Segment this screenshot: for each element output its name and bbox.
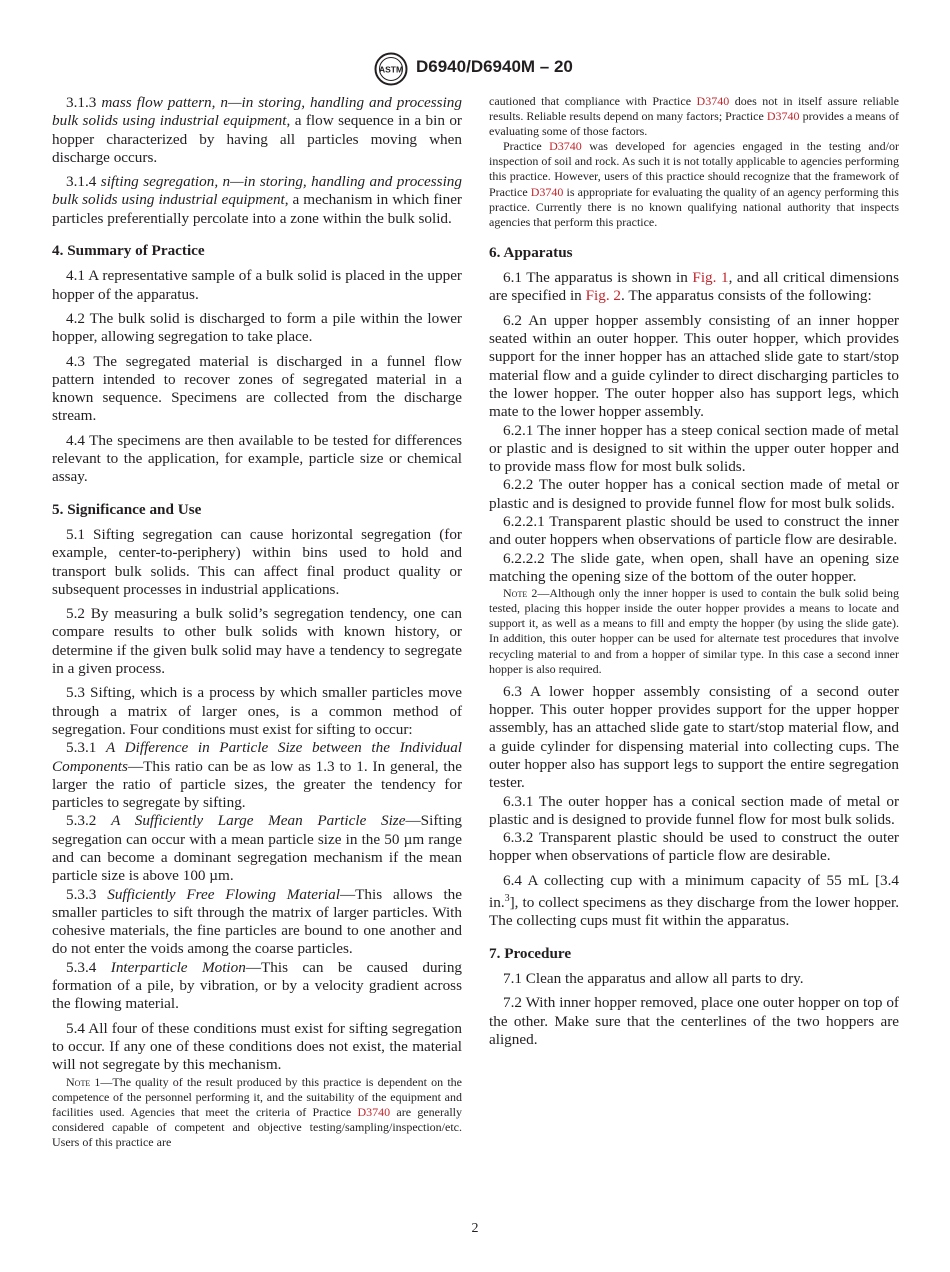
reference-link-d3740[interactable]: D3740 — [357, 1104, 391, 1119]
paragraph-3-1-3: 3.1.3 mass flow pattern, n—in storing, handling and processing bulk solids using industrial equipment, a flow sequence in a bin or hopper characterized by having all particles moving when discharge occurs. — [52, 94, 462, 166]
page-number: 2 — [471, 1221, 479, 1236]
note-1-practice: Practice D3740 was developed for agencies engaged in the testing and/or inspection of soil and rock. As such it is not totally applicable to agencies performing this practice. However, users of this practice should recognize that the framework of Practice D3740 is appropriate for evaluating the quality of an agency performing this practice. Currently there is no known qualifying national authority that inspects agencies that perform this practice. — [489, 139, 899, 229]
paragraph-6-2: 6.2 An upper hopper assembly consisting of an inner hopper seated within an outer hopper. This outer hopper, which provides support for the inner hopper has an attached slide gate to start/stop material flow and a guide cylinder to direct discharging particles to the lower hopper. The outer hopper also has support legs, which mate to the lower hopper assembly. — [489, 311, 899, 421]
paragraph-5-3-3: 5.3.3 Sufficiently Free Flowing Material—This allows the smaller particles to sift through the matrix of larger particles. With cohesive materials, the fine particles are bound to one another and do not enter the voids among the coarse particles. — [52, 885, 463, 958]
section-heading-4: 4. Summary of Practice — [52, 242, 205, 260]
section-heading-5: 5. Significance and Use — [52, 500, 202, 518]
paragraph-6-2-1: 6.2.1 The inner hopper has a steep conical section made of metal or plastic and is designed to sit within the upper outer hopper and to provide mass flow for most bulk solids. — [489, 421, 899, 476]
term-sifting-segregation: sifting segregation, n—in storing, handling and processing bulk solids using industrial equipment — [52, 173, 462, 209]
paragraph-4-4: 4.4 The specimens are then available to be tested for differences relevant to the application, for example, particle size or chemical assay. — [52, 431, 462, 486]
reference-link-d3740[interactable]: D3740 — [530, 184, 564, 199]
paragraph-5-3-2: 5.3.2 A Sufficiently Large Mean Particle Size—Sifting segregation can occur with a mean particle size in the 50 µm range and can become a dominant segregation mechanism if the mean particle size is above 100 µm. — [52, 812, 463, 885]
section-heading-7: 7. Procedure — [489, 944, 572, 962]
paragraph-7-2: 7.2 With inner hopper removed, place one outer hopper on top of the other. Make sure that the centerlines of the two hoppers are aligned. — [489, 994, 899, 1048]
paragraph-7-1: 7.1 Clean the apparatus and allow all parts to dry. — [503, 969, 804, 987]
paragraph-6-3-1: 6.3.1 The outer hopper has a conical section made of metal or plastic and is designed to provide funnel flow for most bulk solids. — [489, 792, 899, 828]
paragraph-6-3-2: 6.3.2 Transparent plastic should be used to construct the outer hopper when observations of particle flow are desirable. — [489, 829, 899, 865]
paragraph-6-2-2-2: 6.2.2.2 The slide gate, when open, shall have an opening size matching the opening size of the bottom of the outer hopper. — [489, 549, 899, 585]
paragraph-5-2: 5.2 By measuring a bulk solid’s segregation tendency, one can compare results to other bulk solids with known history, or determine if the given bulk solid may have a tendency to segregate in a given process. — [52, 605, 462, 678]
note-2: Note 2—Although only the inner hopper is used to contain the bulk solid being tested, placing this hopper inside the outer hopper provides a means to locate and support it, as well as a means to fill and empty the hopper (by using the slide gate). In addition, this outer hopper can be used for alternate test procedures that involve recycling material to and from a hopper of similar type. In this case a second inner hopper is also required. — [489, 586, 899, 676]
paragraph-6-4: 6.4 A collecting cup with a minimum capacity of 55 mL [3.4 in.$^3$], to collect specimens as they discharge from the lower hopper. The collecting cups must fit within the apparatus. — [489, 871, 899, 930]
paragraph-6-2-2: 6.2.2 The outer hopper has a conical section made of metal or plastic and is designed to provide funnel flow for most bulk solids. — [489, 476, 899, 512]
reference-link-d3740[interactable]: D3740 — [549, 139, 582, 154]
paragraph-5-3-1: 5.3.1 A Difference in Particle Size between the Individual Components—This ratio can be as low as 1.3 to 1. In general, the larger the ratio of particle sizes, the greater the tendency for particles to segregate by sifting. — [52, 739, 463, 812]
paragraph-5-3: 5.3 Sifting, which is a process by which smaller particles move through a matrix of larger ones, is a common method of segregation. Four conditions must exist for sifting to occur: — [52, 684, 462, 738]
paragraph-5-4: 5.4 All four of these conditions must exist for sifting segregation to occur. If any one of these conditions does not exist, the material will not segregate by this mechanism. — [52, 1019, 462, 1074]
document-designation: D6940/D6940M – 20 — [416, 57, 573, 76]
paragraph-5-3-4: 5.3.4 Interparticle Motion—This can be caused during formation of a pile, by vibration, or by a velocity gradient across the flowing material. — [52, 958, 463, 1013]
paragraph-5-1: 5.1 Sifting segregation can cause horizontal segregation (for example, center-to-periphery) within bins used to hold and transport bulk solids. This can affect final product quality or subsequent processes in industrial applications. — [52, 525, 462, 598]
reference-link-d3740[interactable]: D3740 — [696, 94, 730, 108]
paragraph-6-3: 6.3 A lower hopper assembly consisting of a second outer hopper. This outer hopper provides support for the upper hopper assembly, has an attached slide gate to start/stop material flow, and a guide cylinder for dispensing material into collecting cups. The outer hopper also has support legs to support the entire segregation tester. — [489, 682, 899, 792]
figure-link-2[interactable]: Fig. 2 — [585, 287, 622, 305]
note-1: Note 1—The quality of the result produced by this practice is dependent on the competence of the personnel performing it, and the suitability of the equipment and facilities used. Agencies that meet the criteria of Practice D3740 are generally considered capable of competent and objective testing/sampling/inspection/etc. Users of this practice are — [52, 1074, 463, 1149]
paragraph-4-2: 4.2 The bulk solid is discharged to form a pile within the lower hopper, allowing segregation to take place. — [52, 309, 462, 346]
logo-text: ASTM — [378, 64, 404, 75]
page-header — [0, 50, 950, 90]
left-column — [52, 94, 462, 1150]
paragraph-6-1: 6.1 The apparatus is shown in Fig. 1, and all critical dimensions are specified in Fig. 2. The apparatus consists of the following: — [489, 269, 899, 305]
section-heading-6: 6. Apparatus — [489, 243, 573, 261]
paragraph-4-3: 4.3 The segregated material is discharged in a funnel flow pattern intended to recover zones of segregated material in a known sequence. Specimens are collected from the discharge stream. — [52, 352, 462, 425]
note-1-continued: cautioned that compliance with Practice D3740 does not in itself assure reliable results. Reliable results depend on many factors; Practice D3740 provides a means of evaluating some of those factors. — [489, 94, 899, 139]
paragraph-6-2-2-1: 6.2.2.1 Transparent plastic should be used to construct the inner and outer hoppers when observations of particle flow are desirable. — [489, 513, 899, 549]
astm-logo-icon — [373, 52, 409, 86]
reference-link-d3740[interactable]: D3740 — [766, 109, 800, 124]
paragraph-4-1: 4.1 A representative sample of a bulk solid is placed in the upper hopper of the apparatus. — [52, 267, 462, 303]
right-column — [489, 94, 899, 1049]
figure-link-1[interactable]: Fig. 1 — [692, 269, 729, 287]
paragraph-3-1-4: 3.1.4 sifting segregation, n—in storing, handling and processing bulk solids using industrial equipment, a mechanism in which finer particles preferentially percolate into a zone within the bulk solid. — [52, 173, 462, 227]
term-mass-flow-pattern: mass flow pattern, n—in storing, handling and processing bulk solids using industrial equipment — [52, 94, 462, 130]
